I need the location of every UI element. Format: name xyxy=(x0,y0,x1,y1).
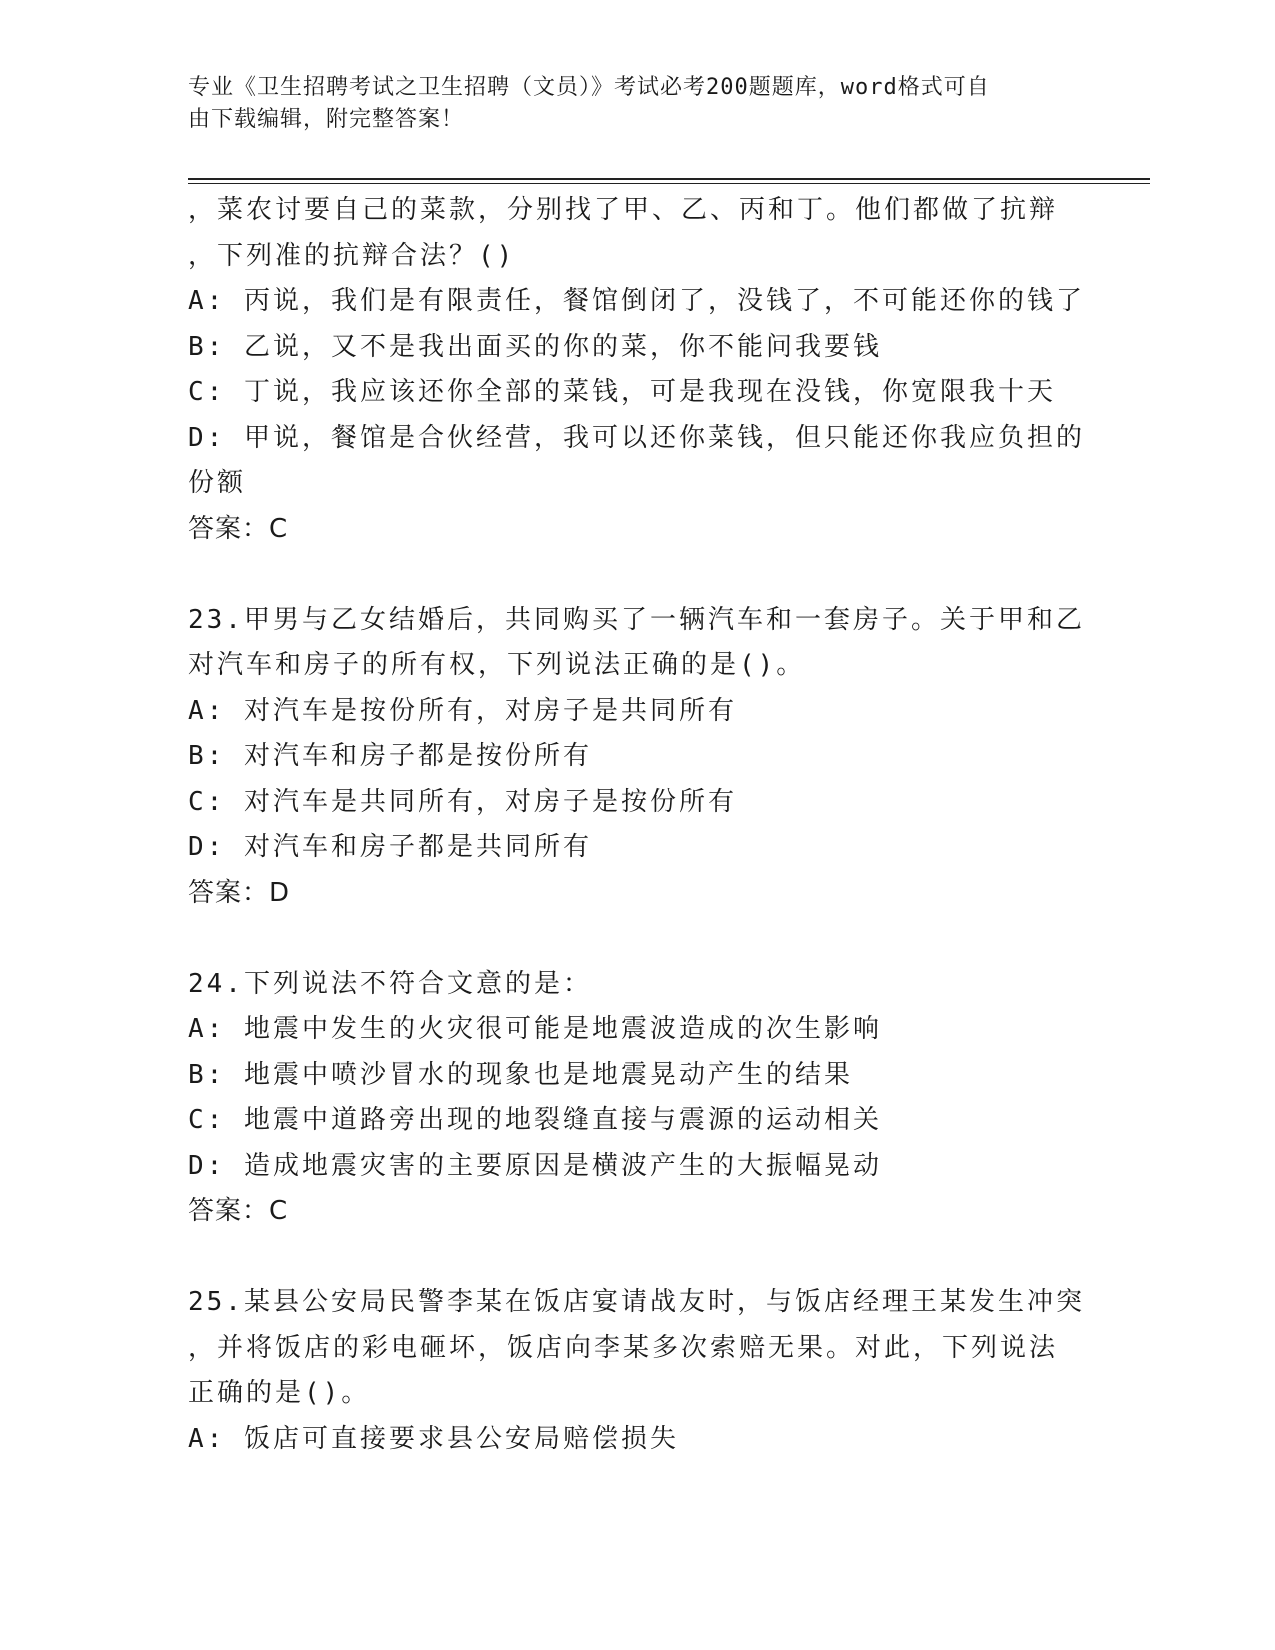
answer-label: 答案：C xyxy=(188,513,289,544)
option-a: A: 饭店可直接要求县公安局赔偿损失 xyxy=(188,1423,679,1454)
question-spacer xyxy=(188,1235,1088,1281)
question-23 xyxy=(188,598,1088,917)
header-divider-thin xyxy=(188,183,1150,184)
document-header xyxy=(188,72,1068,136)
option-b: B: 乙说，又不是我出面买的你的菜，你不能问我要钱 xyxy=(188,331,882,362)
option-d: D: 对汽车和房子都是共同所有 xyxy=(188,832,592,862)
header-divider-thick xyxy=(188,178,1150,180)
questions-body xyxy=(188,188,1088,1462)
question-stem-line: 正确的是()。 xyxy=(188,1378,371,1408)
option-a: A: 地震中发生的火灾很可能是地震波造成的次生影响 xyxy=(188,1014,882,1044)
question-stem-line: ，下列准的抗辩合法？() xyxy=(188,240,516,271)
option-c: C: 丁说，我应该还你全部的菜钱，可是我现在没钱，你宽限我十天 xyxy=(188,377,1056,407)
question-stem-line: ，并将饭店的彩电砸坏，饭店向李某多次索赔无果。对此，下列说法 xyxy=(188,1332,1059,1363)
question-stem-line: 对汽车和房子的所有权，下列说法正确的是()。 xyxy=(188,650,806,680)
answer-label: 答案：D xyxy=(188,877,291,908)
question-spacer xyxy=(188,552,1088,598)
question-stem-line: 25.某县公安局民警李某在饭店宴请战友时，与饭店经理王某发生冲突 xyxy=(188,1287,1085,1317)
question-stem-line: ，菜农讨要自己的菜款，分别找了甲、乙、丙和丁。他们都做了抗辩 xyxy=(188,195,1059,225)
option-b: B: 对汽车和房子都是按份所有 xyxy=(188,741,592,771)
question-25 xyxy=(188,1280,1088,1462)
option-c: C: 对汽车是共同所有，对房子是按份所有 xyxy=(188,786,737,817)
question-24 xyxy=(188,962,1088,1235)
option-c: C: 地震中道路旁出现的地裂缝直接与震源的运动相关 xyxy=(188,1105,882,1135)
answer-label: 答案：C xyxy=(188,1196,289,1226)
option-d-continued: 份额 xyxy=(188,468,247,498)
question-stem-line: 23.甲男与乙女结婚后，共同购买了一辆汽车和一套房子。关于甲和乙 xyxy=(188,604,1085,635)
question-spacer xyxy=(188,916,1088,962)
option-d: D: 造成地震灾害的主要原因是横波产生的大振幅晃动 xyxy=(188,1150,882,1181)
question-22-continued xyxy=(188,188,1088,552)
option-a: A: 丙说，我们是有限责任，餐馆倒闭了，没钱了，不可能还你的钱了 xyxy=(188,286,1085,316)
option-b: B: 地震中喷沙冒水的现象也是地震晃动产生的结果 xyxy=(188,1059,853,1090)
question-stem-line: 24.下列说法不符合文意的是： xyxy=(188,968,592,999)
header-title-line-1: 专业《卫生招聘考试之卫生招聘（文员）》考试必考200题题库，word格式可自 xyxy=(188,75,990,100)
header-title-line-2: 由下载编辑，附完整答案！ xyxy=(188,107,465,132)
option-a: A: 对汽车是按份所有，对房子是共同所有 xyxy=(188,695,737,726)
option-d: D: 甲说，餐馆是合伙经营，我可以还你菜钱，但只能还你我应负担的 xyxy=(188,422,1085,453)
